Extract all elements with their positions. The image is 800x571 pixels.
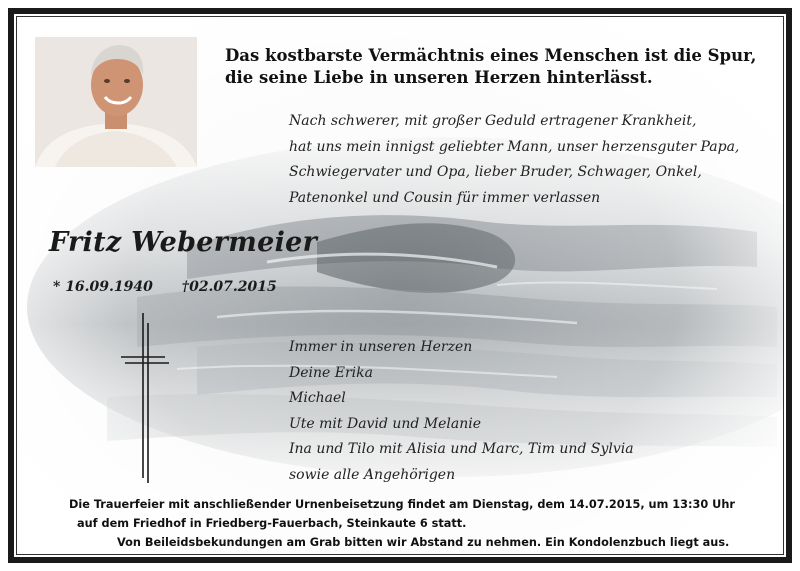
- life-dates: [53, 279, 277, 295]
- obituary-card: [16, 16, 784, 555]
- funeral-notice-line: Die Trauerfeier mit anschließender Urnenbeisetzung findet am Dienstag, dem 14.07.2015, um 13:30 Uhr: [69, 498, 735, 511]
- headline-quote: [225, 45, 765, 89]
- mourner-line: Michael: [289, 390, 346, 406]
- cross-icon: [121, 313, 171, 483]
- mourner-line: Immer in unseren Herzen: [289, 339, 473, 355]
- death-date: †02.07.2015: [181, 279, 277, 295]
- mourner-line: Ina und Tilo mit Alisia und Marc, Tim und Sylvia: [289, 441, 634, 457]
- headline-line: die seine Liebe in unseren Herzen hinterlässt.: [225, 68, 653, 87]
- mourner-line: Ute mit David und Melanie: [289, 415, 482, 432]
- headline-line: Das kostbarste Vermächtnis eines Menschen ist die Spur,: [225, 46, 757, 65]
- deceased-name: Fritz Webermeier: [49, 227, 318, 258]
- intro-line: hat uns mein innigst geliebter Mann, unser herzensguter Papa,: [289, 138, 740, 155]
- intro-line: Nach schwerer, mit großer Geduld ertragener Krankheit,: [289, 113, 697, 129]
- mourner-line: Deine Erika: [289, 364, 373, 381]
- birth-date: * 16.09.1940: [53, 279, 153, 295]
- portrait-image: [35, 37, 197, 167]
- funeral-notice-line: Von Beileidsbekundungen am Grab bitten wir Abstand zu nehmen. Ein Kondolenzbuch liegt aus.: [117, 536, 730, 549]
- funeral-notice-line: auf dem Friedhof in Friedberg-Fauerbach, Steinkaute 6 statt.: [77, 517, 467, 530]
- intro-text: [289, 109, 769, 211]
- funeral-notice: [17, 495, 784, 552]
- mourners-list: [289, 335, 769, 488]
- intro-line: Schwiegervater und Opa, lieber Bruder, Schwager, Onkel,: [289, 164, 702, 180]
- portrait-photo: [35, 37, 197, 167]
- mourner-line: sowie alle Angehörigen: [289, 466, 456, 483]
- intro-line: Patenonkel und Cousin für immer verlassen: [289, 189, 601, 206]
